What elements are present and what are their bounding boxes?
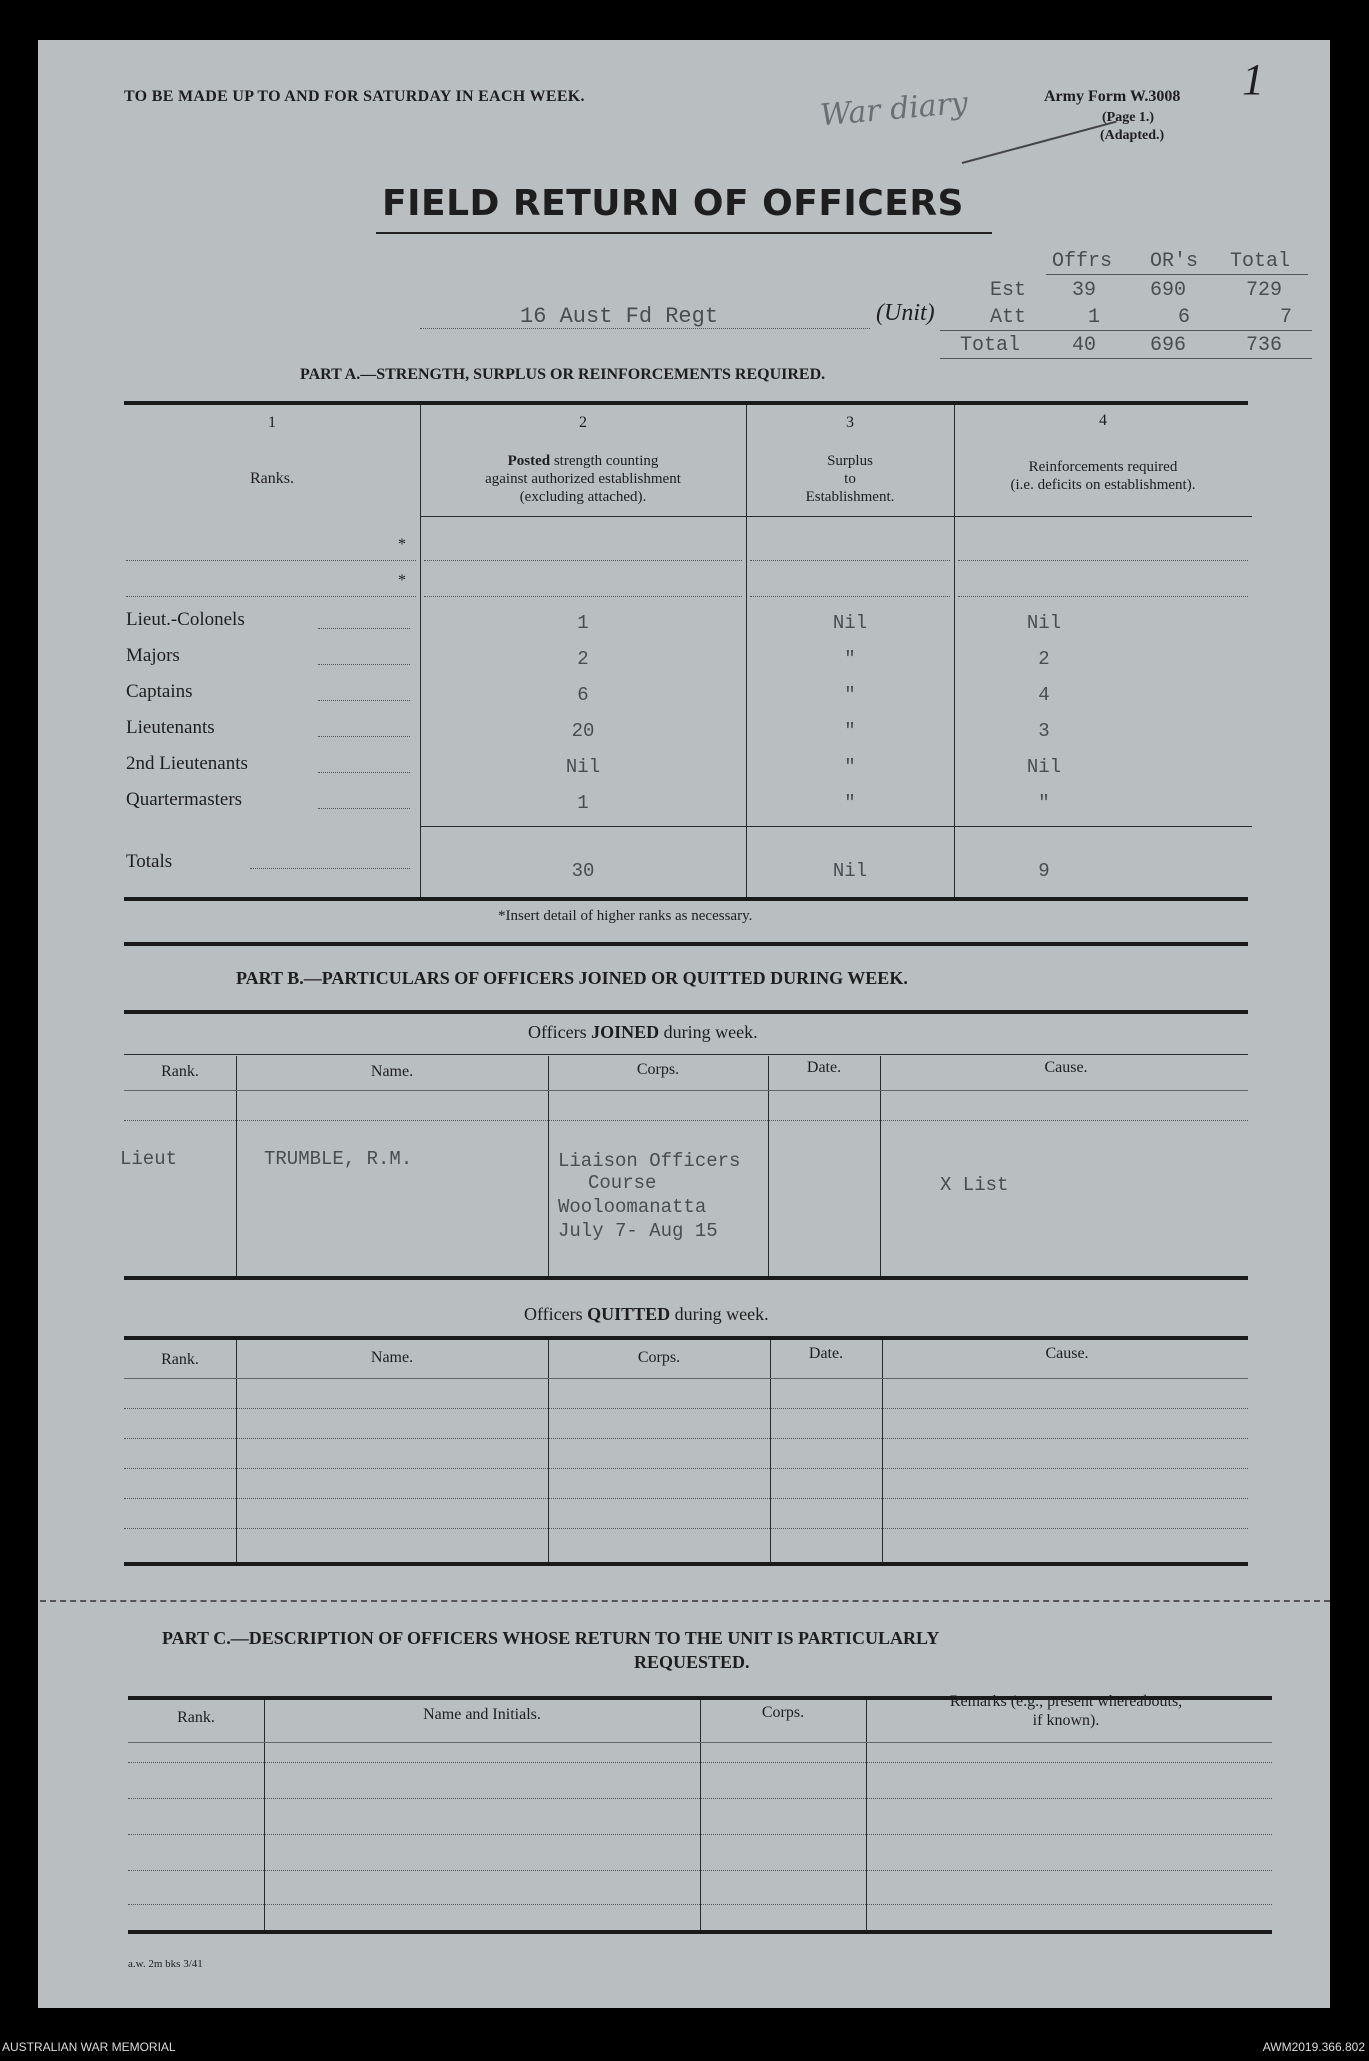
part-a-header-rule xyxy=(420,516,1252,517)
col-header-ranks: Ranks. xyxy=(250,470,294,487)
col-header-posted xyxy=(420,452,746,506)
summary-total-rule xyxy=(940,330,1312,331)
quitted-subtitle xyxy=(524,1304,769,1325)
quitted-col-corps: Corps. xyxy=(637,1349,681,1366)
unit-dotted-line xyxy=(420,328,870,329)
part-c-title-line-2: REQUESTED. xyxy=(634,1652,750,1672)
quitted-col-date: Date. xyxy=(808,1345,844,1362)
posted-value: Nil xyxy=(565,756,601,778)
part-c-remarks-line1: Remarks (e.g., present whereabouts, xyxy=(949,1693,1183,1710)
blank-row-2-dots xyxy=(126,596,416,597)
part-c-col-corps: Corps. xyxy=(761,1704,805,1721)
blank-row-2-dots-3 xyxy=(750,596,950,597)
title-underline xyxy=(376,232,992,234)
quitted-bottom-rule xyxy=(124,1562,1248,1566)
col-header-surplus-line2: to xyxy=(844,471,856,487)
summary-est-offrs: 39 xyxy=(1072,279,1097,302)
col-header-surplus xyxy=(746,452,954,506)
summary-header-total: Total xyxy=(1230,250,1291,273)
summary-att-label: Att xyxy=(990,306,1027,329)
quitted-col-divider-4 xyxy=(882,1340,883,1564)
joined-subtitle-bold: JOINED xyxy=(591,1022,660,1042)
summary-total-ors: 696 xyxy=(1150,334,1187,357)
totals-posted: 30 xyxy=(571,860,595,882)
summary-bottom-rule xyxy=(940,358,1312,359)
part-c-row-dots-3 xyxy=(128,1834,1272,1835)
blank-row-2-dots-4 xyxy=(958,596,1248,597)
part-c-col-divider-1 xyxy=(264,1700,265,1930)
page-title: FIELD RETURN OF OFFICERS xyxy=(382,183,964,224)
surplus-value: " xyxy=(844,648,856,670)
rank-label: Majors xyxy=(126,645,180,666)
part-c-col-divider-2 xyxy=(700,1700,701,1930)
rank-label: Lieutenants xyxy=(126,717,215,738)
quitted-row-dots-3 xyxy=(124,1468,1248,1469)
quitted-row-dots-5 xyxy=(124,1528,1248,1529)
surplus-value: " xyxy=(844,756,856,778)
joined-header-rule xyxy=(124,1054,1248,1055)
joined-subtitle-post: during week. xyxy=(659,1022,758,1042)
totals-surplus: Nil xyxy=(832,860,868,882)
quitted-col-name: Name. xyxy=(370,1349,414,1366)
form-number: Army Form W.3008 xyxy=(1044,88,1181,105)
quitted-row-rule-1 xyxy=(124,1378,1248,1379)
joined-col-divider-2 xyxy=(548,1056,549,1276)
part-b-top-rule xyxy=(124,1010,1248,1014)
leader-dots-4 xyxy=(318,736,410,737)
summary-est-label: Est xyxy=(990,279,1027,302)
joined-col-corps: Corps. xyxy=(636,1061,680,1078)
col-header-posted-rest: strength counting xyxy=(550,453,659,469)
unit-value: 16 Aust Fd Regt xyxy=(520,304,719,329)
joined-col-date: Date. xyxy=(806,1059,842,1076)
form-adapted: (Adapted.) xyxy=(1100,128,1165,143)
summary-att-total: 7 xyxy=(1280,306,1293,329)
surplus-value: " xyxy=(844,720,856,742)
posted-value: 20 xyxy=(571,720,595,742)
print-code: a.w. 2m bks 3/41 xyxy=(128,1958,203,1970)
part-a-title: PART A.—STRENGTH, SURPLUS OR REINFORCEMENTS REQUIRED. xyxy=(300,366,826,383)
col-header-posted-line3: (excluding attached). xyxy=(519,489,647,505)
part-c-row-rule-1 xyxy=(128,1742,1272,1743)
section-divider-rule xyxy=(124,942,1248,946)
joined-name: TRUMBLE, R.M. xyxy=(264,1148,413,1170)
part-c-row-dots-1 xyxy=(128,1762,1272,1763)
totals-label: Totals xyxy=(126,851,173,872)
col-header-posted-line2: against authorized establishment xyxy=(485,471,681,487)
quitted-col-divider-2 xyxy=(548,1340,549,1564)
posted-value: 6 xyxy=(577,684,589,706)
part-c-col-remarks xyxy=(866,1692,1266,1730)
leader-dots-6 xyxy=(318,808,410,809)
joined-corps-line-1: Liaison Officers xyxy=(558,1150,741,1172)
joined-subtitle xyxy=(528,1022,758,1043)
reinforcement-value: 3 xyxy=(1038,720,1050,742)
reinforcement-value: Nil xyxy=(1026,756,1062,778)
rank-label: Captains xyxy=(126,681,193,702)
rank-label: 2nd Lieutenants xyxy=(126,753,248,774)
totals-leader-dots xyxy=(250,868,410,869)
blank-row-2-dots-2 xyxy=(424,596,742,597)
joined-subtitle-pre: Officers xyxy=(528,1022,592,1042)
joined-corps-line-4: July 7- Aug 15 xyxy=(558,1220,718,1242)
unit-label: (Unit) xyxy=(876,300,935,326)
part-a-bottom-rule xyxy=(124,897,1248,901)
col-number-1: 1 xyxy=(268,414,276,431)
joined-col-name: Name. xyxy=(370,1063,414,1080)
summary-total-total: 736 xyxy=(1246,334,1283,357)
blank-row-1-dots-2 xyxy=(424,560,742,561)
quitted-top-rule xyxy=(124,1336,1248,1340)
part-c-row-dots-5 xyxy=(128,1904,1272,1905)
leader-dots-3 xyxy=(318,700,410,701)
part-a-footnote: *Insert detail of higher ranks as necessary. xyxy=(498,908,753,924)
part-c-remarks-line2: if known). xyxy=(1032,1712,1100,1729)
summary-header-ors: OR's xyxy=(1150,250,1199,273)
part-a-totals-rule xyxy=(420,826,1252,827)
part-c-col-divider-3 xyxy=(866,1700,867,1930)
quitted-subtitle-bold: QUITTED xyxy=(587,1304,671,1324)
joined-col-divider-3 xyxy=(768,1056,769,1276)
posted-value: 1 xyxy=(577,792,589,814)
joined-cause: X List xyxy=(940,1174,1009,1196)
part-c-row-dots-2 xyxy=(128,1798,1272,1799)
reinforcement-value: 4 xyxy=(1038,684,1050,706)
part-b-title: PART B.—PARTICULARS OF OFFICERS JOINED OR QUITTED DURING WEEK. xyxy=(236,968,908,988)
part-a-top-rule xyxy=(124,401,1248,405)
summary-est-ors: 690 xyxy=(1150,279,1187,302)
joined-col-divider-4 xyxy=(880,1056,881,1276)
instruction-text: TO BE MADE UP TO AND FOR SATURDAY IN EACH WEEK. xyxy=(124,88,585,105)
quitted-col-cause: Cause. xyxy=(1045,1345,1089,1362)
col-number-4: 4 xyxy=(1099,412,1107,429)
col-number-3: 3 xyxy=(846,414,854,431)
surplus-value: " xyxy=(844,684,856,706)
part-c-col-name: Name and Initials. xyxy=(423,1706,541,1723)
joined-row-dots-1 xyxy=(124,1120,1248,1121)
leader-dots-1 xyxy=(318,628,410,629)
col-header-reinf-line2: (i.e. deficits on establishment). xyxy=(1010,477,1196,493)
col-header-reinforcements xyxy=(954,458,1252,494)
handwritten-annotation: War diary xyxy=(818,85,970,134)
rank-label: Lieut.-Colonels xyxy=(126,609,245,630)
summary-att-ors: 6 xyxy=(1178,306,1191,329)
blank-row-1-dots xyxy=(126,560,416,561)
corner-mark: 1 xyxy=(1242,55,1264,104)
joined-col-cause: Cause. xyxy=(1044,1059,1088,1076)
col-header-reinf-line1: Reinforcements required xyxy=(1028,459,1178,475)
reinforcement-value: 2 xyxy=(1038,648,1050,670)
footer-institution: AUSTRALIAN WAR MEMORIAL xyxy=(2,2040,176,2054)
form-page: (Page 1.) xyxy=(1102,110,1155,125)
summary-total-offrs: 40 xyxy=(1072,334,1097,357)
quitted-row-dots-2 xyxy=(124,1438,1248,1439)
quitted-subtitle-pre: Officers xyxy=(524,1304,588,1324)
blank-row-1-dots-4 xyxy=(958,560,1248,561)
joined-col-rank: Rank. xyxy=(161,1063,199,1080)
quitted-row-dots-1 xyxy=(124,1408,1248,1409)
part-c-row-dots-4 xyxy=(128,1870,1272,1871)
quitted-col-divider-3 xyxy=(770,1340,771,1564)
surplus-value: Nil xyxy=(832,612,868,634)
asterisk-row-1: * xyxy=(398,536,406,553)
summary-est-total: 729 xyxy=(1246,279,1283,302)
col-number-2: 2 xyxy=(579,414,587,431)
rank-label: Quartermasters xyxy=(126,789,243,810)
quitted-col-divider-1 xyxy=(236,1340,237,1564)
joined-corps-line-3: Wooloomanatta xyxy=(558,1196,707,1218)
col-header-surplus-line3: Establishment. xyxy=(805,489,895,505)
quitted-row-dots-4 xyxy=(124,1498,1248,1499)
blank-row-1-dots-3 xyxy=(750,560,950,561)
posted-value: 2 xyxy=(577,648,589,670)
footer-accession-number: AWM2019.366.802 xyxy=(1262,2040,1365,2054)
summary-header-offrs: Offrs xyxy=(1052,250,1113,273)
reinforcement-value: Nil xyxy=(1026,612,1062,634)
totals-reinf: 9 xyxy=(1038,860,1050,882)
leader-dots-5 xyxy=(318,772,410,773)
summary-header-rule xyxy=(1046,274,1308,275)
quitted-col-rank: Rank. xyxy=(161,1351,199,1368)
summary-total-label: Total xyxy=(960,334,1021,357)
joined-corps-line-2: Course xyxy=(588,1172,657,1194)
part-c-bottom-rule xyxy=(128,1930,1272,1934)
col-header-surplus-line1: Surplus xyxy=(827,453,873,469)
posted-value: 1 xyxy=(577,612,589,634)
part-c-col-rank: Rank. xyxy=(177,1709,215,1726)
part-c-title-line-1: PART C.—DESCRIPTION OF OFFICERS WHOSE RETURN TO THE UNIT IS PARTICULARLY xyxy=(162,1628,940,1648)
joined-rank: Lieut xyxy=(120,1148,178,1170)
asterisk-row-2: * xyxy=(398,572,406,589)
quitted-subtitle-post: during week. xyxy=(670,1304,769,1324)
summary-att-offrs: 1 xyxy=(1088,306,1101,329)
perforation-line xyxy=(40,1600,1330,1602)
joined-row-rule-1 xyxy=(124,1090,1248,1091)
leader-dots-2 xyxy=(318,664,410,665)
surplus-value: " xyxy=(844,792,856,814)
joined-col-divider-1 xyxy=(236,1056,237,1276)
col-header-posted-bold: Posted xyxy=(507,453,551,469)
joined-bottom-rule xyxy=(124,1276,1248,1280)
reinforcement-value: " xyxy=(1038,792,1050,814)
